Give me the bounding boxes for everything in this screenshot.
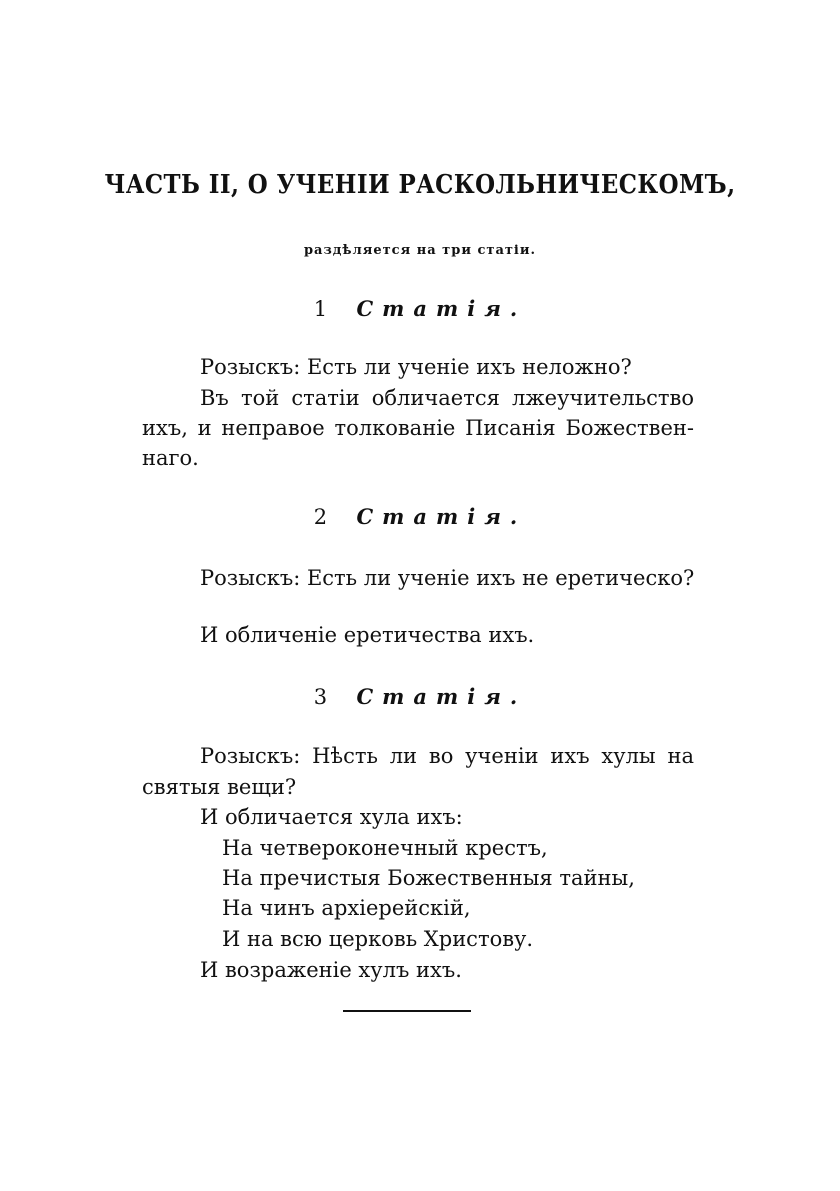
section-3-line-7: И на всю церковь Христову.	[222, 927, 534, 951]
section-1-title-word: Статія.	[356, 296, 527, 321]
section-1-line-1: Розыскъ: Есть ли ученіе ихъ неложно?	[200, 355, 632, 379]
closing-rule	[343, 1010, 471, 1012]
section-3-title	[0, 684, 840, 709]
part-subheading: раздѣляется на три статіи.	[303, 243, 537, 258]
section-2-line-2: И обличеніе еретичества ихъ.	[200, 623, 535, 647]
section-3-number: 3	[313, 685, 328, 709]
section-3-line-1: Розыскъ: Нѣсть ли во ученіи ихъ хулы на	[200, 744, 694, 768]
section-3-line-8: И возраженіе хулъ ихъ.	[200, 958, 462, 982]
section-3-line-5: На пречистыя Божественныя тайны,	[222, 866, 635, 890]
section-1-title	[0, 296, 840, 321]
part-heading: ЧАСТЬ II, О УЧЕНІИ РАСКОЛЬНИЧЕСКОМЪ,	[104, 170, 736, 200]
section-2-line-1: Розыскъ: Есть ли ученіе ихъ не еретическо?	[200, 566, 695, 590]
section-3-line-6: На чинъ архіерейскій,	[222, 896, 471, 920]
section-3-line-4: На четвероконечный крестъ,	[222, 836, 548, 860]
section-2-title	[0, 504, 840, 529]
section-3-line-3: И обличается хула ихъ:	[200, 805, 463, 829]
section-1-line-3: ихъ, и неправое толкованіе Писанія Божествен-	[142, 416, 694, 440]
section-1-line-2: Въ той статіи обличается лжеучительство	[200, 386, 694, 410]
section-1-number: 1	[313, 297, 328, 321]
section-3-title-word: Статія.	[356, 684, 527, 709]
section-1-line-4: наго.	[142, 446, 199, 470]
section-2-number: 2	[313, 505, 328, 529]
section-3-line-2: святыя вещи?	[142, 775, 297, 799]
section-2-title-word: Статія.	[356, 504, 527, 529]
